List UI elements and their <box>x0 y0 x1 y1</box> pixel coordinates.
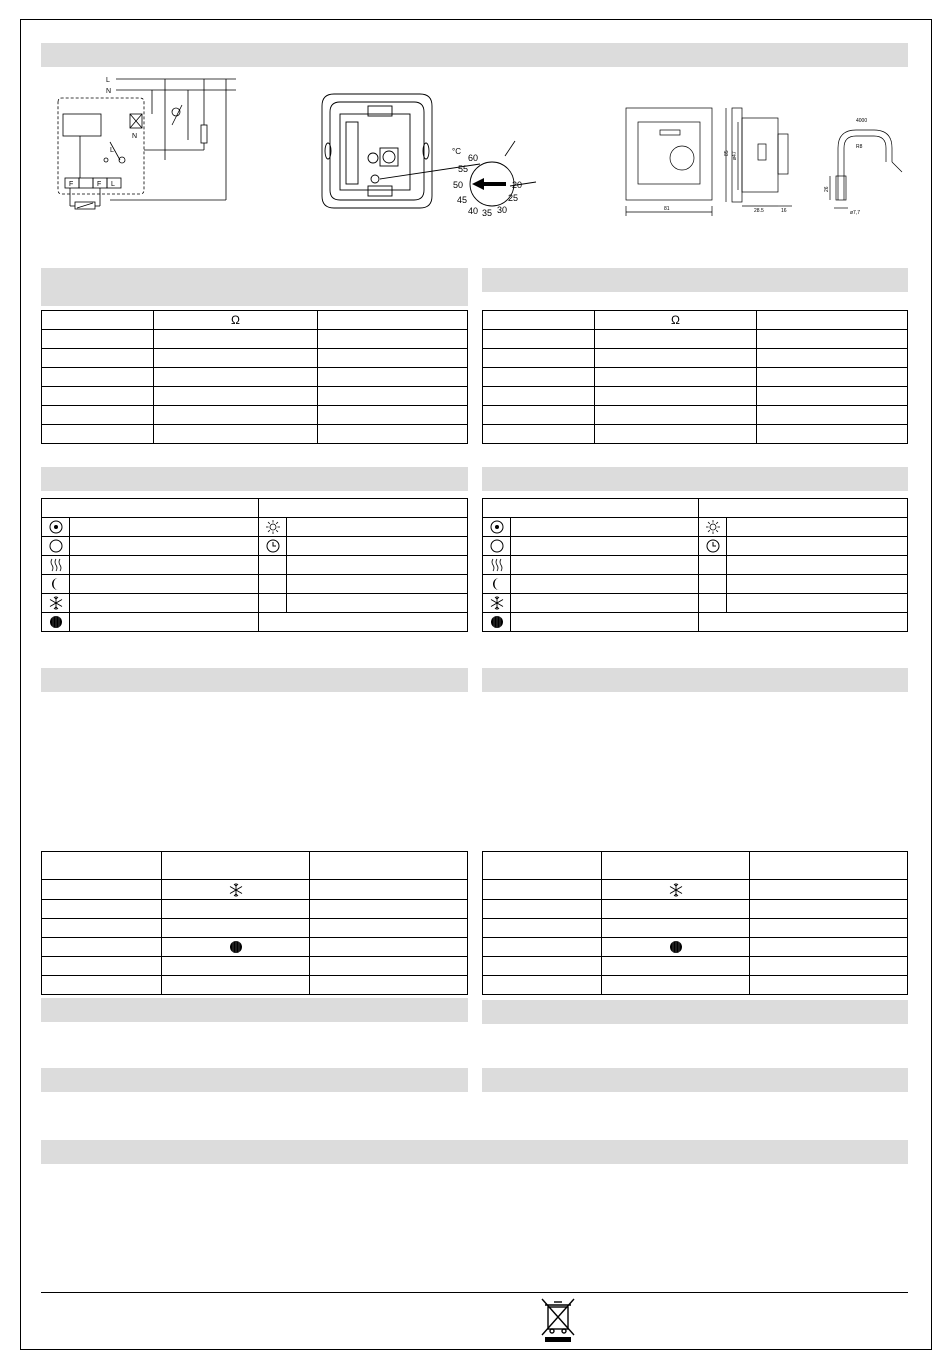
clock-icon <box>706 539 720 553</box>
filled-grid-circle-icon <box>229 940 243 954</box>
left-resistance-table <box>41 310 468 444</box>
dial-tick-35: 35 <box>482 208 493 216</box>
right-section-3-header <box>482 668 908 692</box>
right-section-2-header <box>482 467 908 491</box>
terminal-F1-label: F <box>69 181 74 188</box>
dial-tick-50: 50 <box>453 180 464 190</box>
right-symbol-table <box>482 498 908 632</box>
terminal-F2-label: F <box>97 181 102 188</box>
terminal-N-label: N <box>132 133 138 140</box>
right-section-4-header <box>482 1000 908 1024</box>
moon-icon <box>49 577 63 591</box>
target-circle-icon <box>490 520 504 534</box>
empty-circle-icon <box>49 539 63 553</box>
right-section-5-header <box>482 1068 908 1092</box>
dim-sensor-tip: 26 <box>824 186 830 192</box>
ohm-header-right: Ω <box>595 311 757 330</box>
filled-grid-circle-icon <box>669 940 683 954</box>
left-section-4-header <box>41 998 468 1022</box>
left-mode-table <box>41 851 468 995</box>
footer-divider <box>41 1292 908 1293</box>
empty-circle-icon <box>490 539 504 553</box>
dial-tick-60: 60 <box>468 153 479 163</box>
wire-label-L: L <box>106 77 110 84</box>
dial-tick-45: 45 <box>457 195 468 205</box>
clock-icon <box>266 539 280 553</box>
dim-side-knob: 16 <box>781 208 787 214</box>
filled-grid-circle-icon <box>490 615 504 629</box>
snowflake-icon <box>48 595 64 611</box>
moon-icon <box>490 577 504 591</box>
dim-side-depth: 28.5 <box>754 208 764 214</box>
dim-side-height: 85 <box>724 150 730 156</box>
weee-bin-icon <box>538 1297 578 1343</box>
ohm-header: Ω <box>154 311 318 330</box>
filled-grid-circle-icon <box>49 615 63 629</box>
left-section-2-header <box>41 467 468 491</box>
sun-icon <box>705 519 721 535</box>
dim-sensor-radius: R8 <box>856 144 863 150</box>
heating-waves-icon <box>490 558 504 572</box>
top-header-bar <box>41 43 908 67</box>
terminal-L-label: L <box>110 147 114 154</box>
bottom-section-header <box>41 1140 908 1164</box>
dim-front-width: 81 <box>664 206 670 212</box>
snowflake-icon <box>668 882 684 898</box>
wiring-diagram <box>40 70 250 220</box>
snowflake-icon <box>228 882 244 898</box>
heating-waves-icon <box>49 558 63 572</box>
snowflake-icon <box>489 595 505 611</box>
dial-tick-55: 55 <box>458 164 469 174</box>
mechanism-drawing <box>310 86 540 216</box>
right-mode-table <box>482 851 908 995</box>
dial-tick-20: 20 <box>512 180 523 190</box>
dial-tick-30: 30 <box>497 205 508 215</box>
wire-label-N: N <box>106 88 112 95</box>
terminal-L2-label: L <box>111 181 115 188</box>
left-symbol-table <box>41 498 468 632</box>
sun-icon <box>265 519 281 535</box>
left-section-5-header <box>41 1068 468 1092</box>
dim-sensor-length: 4000 <box>856 118 868 124</box>
dial-unit: °C <box>452 147 461 156</box>
dial-tick-40: 40 <box>468 206 479 216</box>
dimension-drawings <box>620 100 910 225</box>
dim-side-inner: ø47 <box>732 151 738 160</box>
right-resistance-table <box>482 310 908 444</box>
dial-tick-25: 25 <box>508 193 519 203</box>
left-section-3-header <box>41 668 468 692</box>
dim-sensor-dia: ø7,7 <box>850 210 861 216</box>
right-section-1-header <box>482 268 908 292</box>
target-circle-icon <box>49 520 63 534</box>
left-section-1-header <box>41 268 468 306</box>
